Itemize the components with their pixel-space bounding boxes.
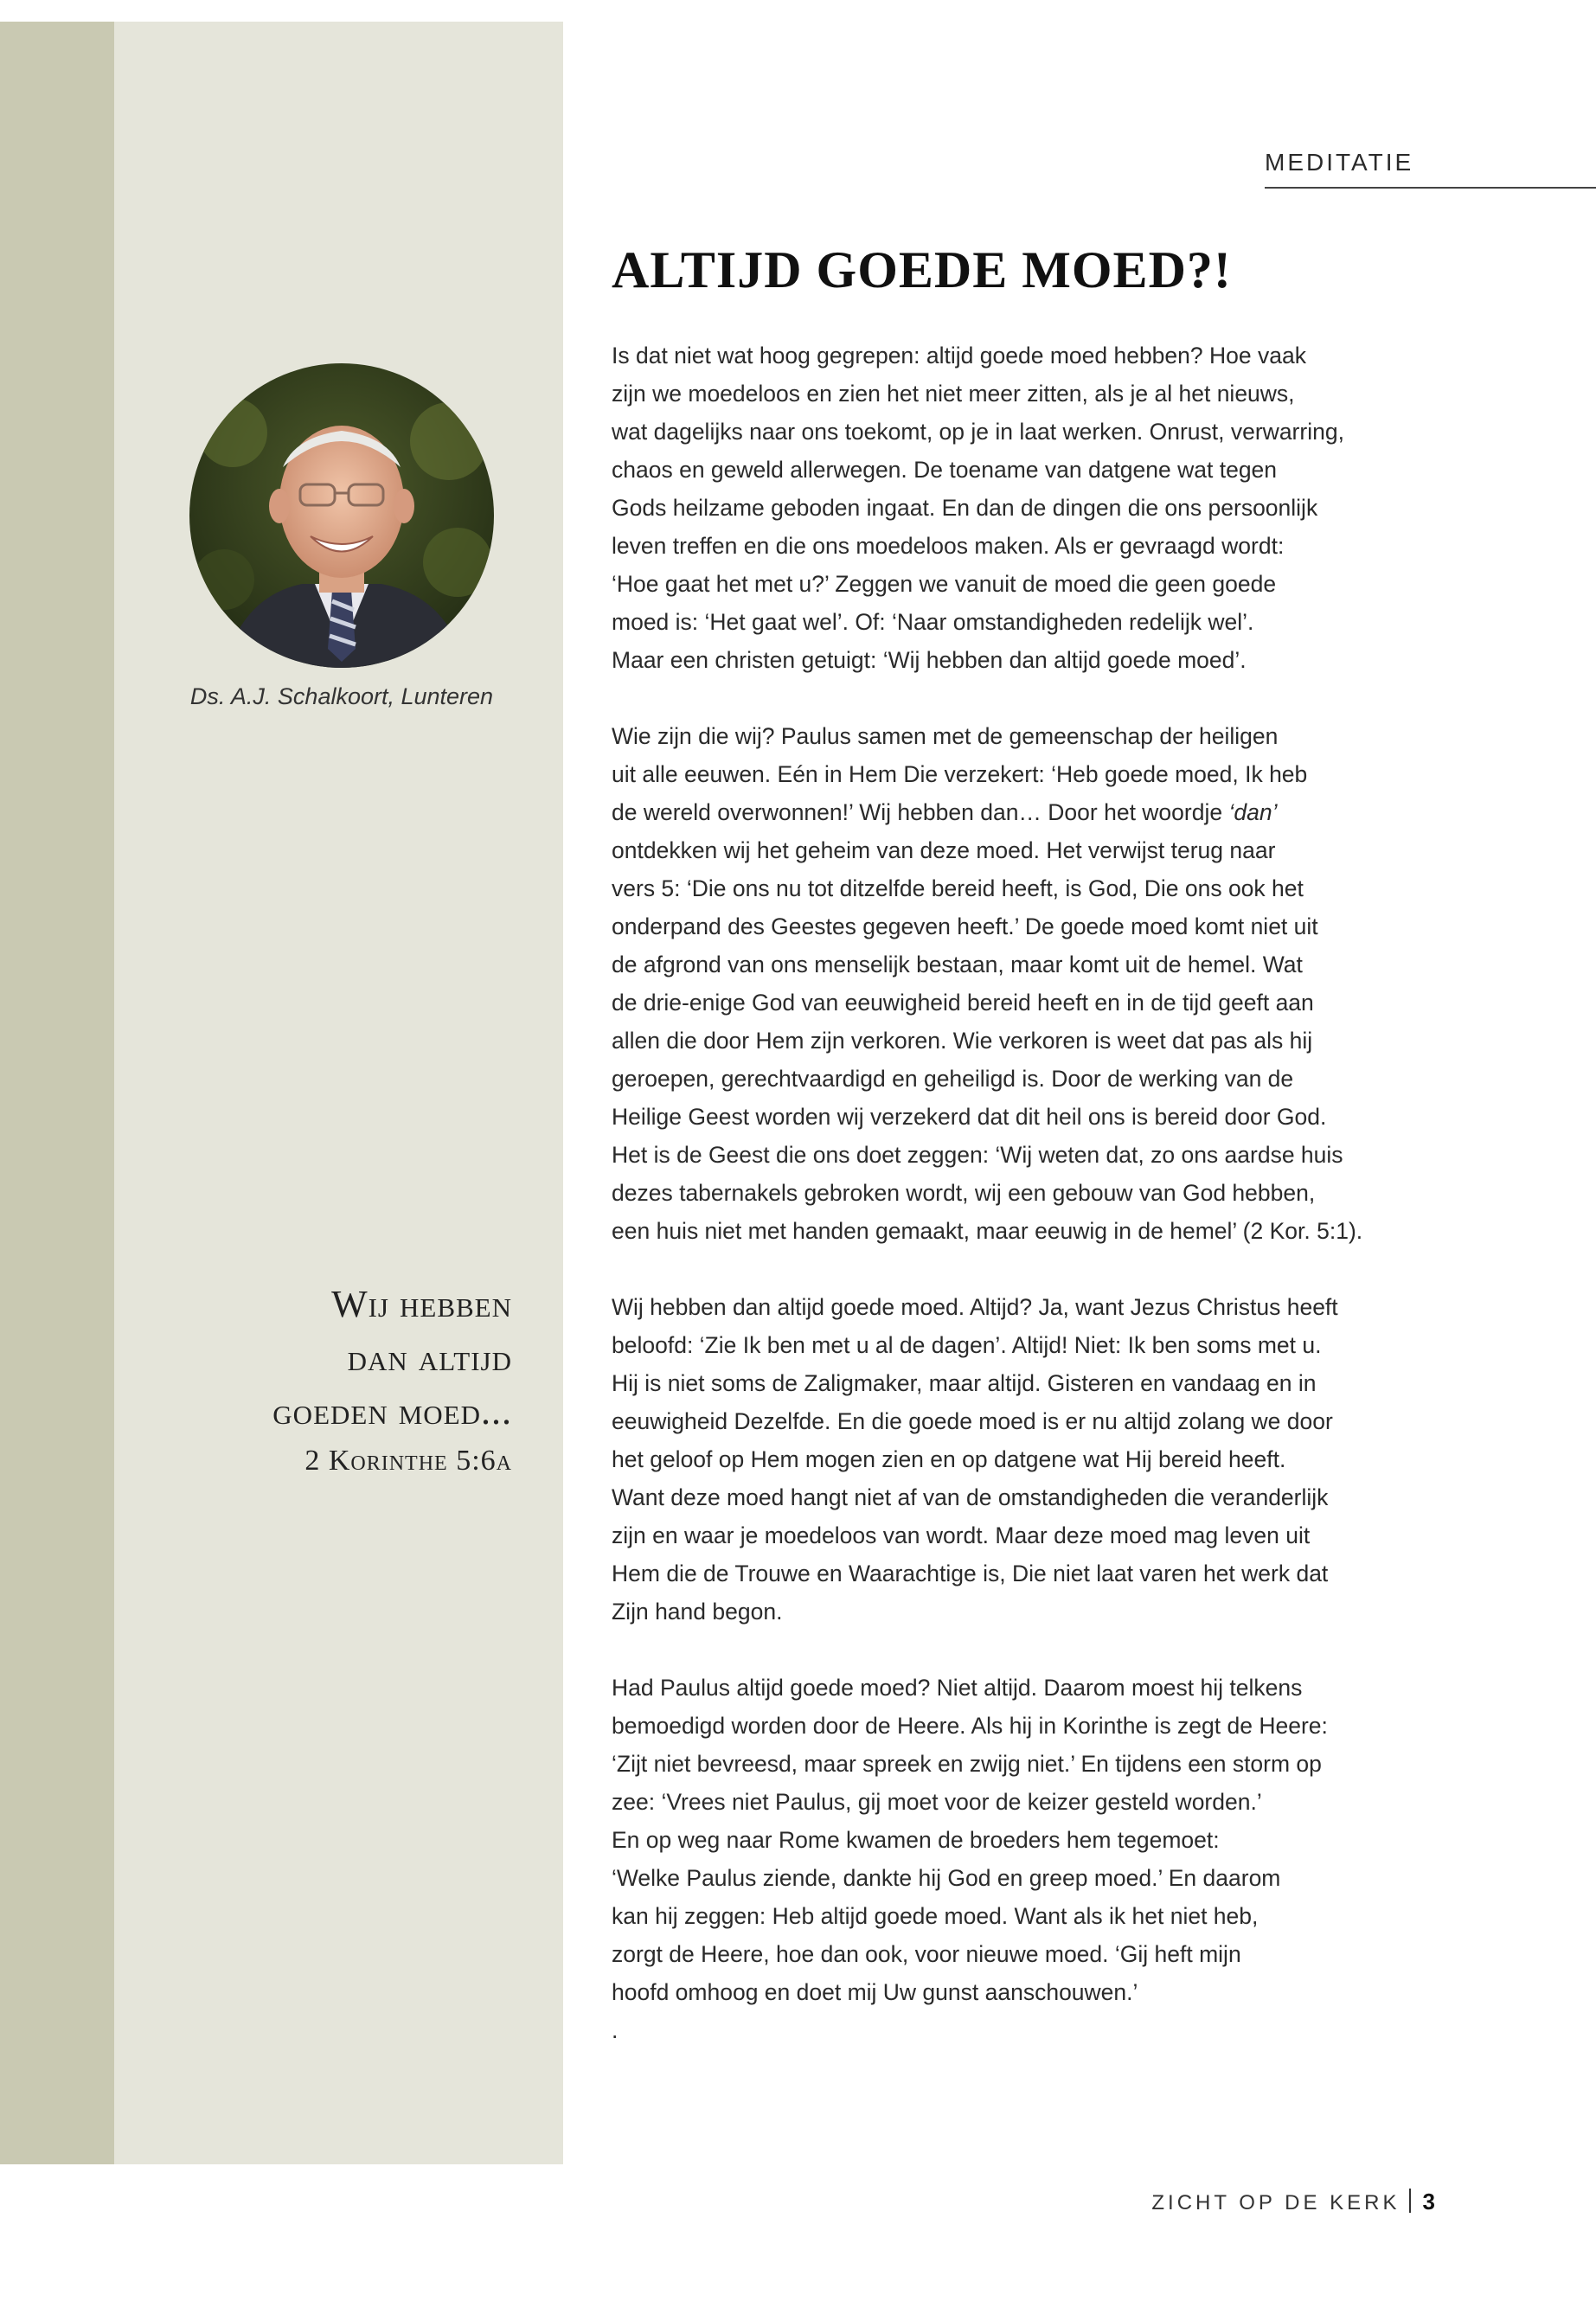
author-caption: Ds. A.J. Schalkoort, Lunteren: [189, 683, 494, 709]
text-line: Het is de Geest die ons doet zeggen: ‘Wij weten dat, zo ons aardse huis: [612, 1142, 1343, 1168]
text-line: Heilige Geest worden wij verzekerd dat dit heil ons is bereid door God.: [612, 1104, 1327, 1130]
section-label: MEDITATIE: [1265, 149, 1414, 176]
text-line: onderpand des Geestes gegeven heeft.’ De goede moed komt niet uit: [612, 913, 1318, 939]
article-paragraph: [612, 717, 1425, 1250]
pull-quote-reference: 2 Korinthe 5:6a: [304, 1445, 512, 1477]
pull-quote-line: Wij hebben: [331, 1283, 512, 1325]
text-line: Gods heilzame geboden ingaat. En dan de dingen die ons persoonlijk: [612, 495, 1318, 521]
text-line: eeuwigheid Dezelfde. En die goede moed is er nu altijd zolang we door: [612, 1408, 1333, 1434]
article-paragraph: [612, 1669, 1425, 2049]
text-line: ‘Welke Paulus ziende, dankte hij God en greep moed.’ En daarom: [612, 1865, 1281, 1891]
text-line: zijn en waar je moedeloos van wordt. Maar deze moed mag leven uit: [612, 1522, 1311, 1548]
text-line: Maar een christen getuigt: ‘Wij hebben dan altijd goede moed’.: [612, 647, 1247, 673]
sidebar-band-light: [114, 22, 563, 2164]
text-line: moed is: ‘Het gaat wel’. Of: ‘Naar omstandigheden redelijk wel’.: [612, 609, 1254, 635]
text-line: Hem die de Trouwe en Waarachtige is, Die niet laat varen het werk dat: [612, 1561, 1329, 1586]
article-title: ALTIJD GOEDE MOED?!: [612, 241, 1232, 298]
page-footer: [1151, 2189, 1435, 2215]
article-paragraph: [612, 336, 1425, 679]
text-line: de drie-enige God van eeuwigheid bereid heeft en in de tijd geeft aan: [612, 990, 1314, 1016]
text-line: een huis niet met handen gemaakt, maar eeuwig in de hemel’ (2 Kor. 5:1).: [612, 1218, 1363, 1244]
text-line: Wij hebben dan altijd goede moed. Altijd? Ja, want Jezus Christus heeft: [612, 1294, 1338, 1320]
sidebar-band-dark: [0, 22, 114, 2164]
pull-quote: [164, 1278, 512, 1484]
paragraph-gap: [612, 1250, 1425, 1288]
text-line: zee: ‘Vrees niet Paulus, gij moet voor de keizer gesteld worden.’: [612, 1789, 1262, 1815]
text-segment: de wereld overwonnen!’ Wij hebben dan… Door het woordje: [612, 799, 1229, 825]
text-line: leven treffen en die ons moedeloos maken. Als er gevraagd wordt:: [612, 533, 1285, 559]
text-line: [612, 793, 1425, 831]
text-line: kan hij zeggen: Heb altijd goede moed. Want als ik het niet heb,: [612, 1903, 1259, 1929]
paragraph-gap: [612, 1631, 1425, 1669]
footer-divider: [1409, 2189, 1411, 2213]
emphasized-word: ‘dan’: [1228, 799, 1278, 825]
text-line: Want deze moed hangt niet af van de omstandigheden die veranderlijk: [612, 1484, 1329, 1510]
magazine-name: ZICHT OP DE KERK: [1151, 2191, 1401, 2214]
text-line: wat dagelijks naar ons toekomt, op je in laat werken. Onrust, verwarring,: [612, 419, 1344, 445]
text-line: hoofd omhoog en doet mij Uw gunst aanschouwen.’: [612, 1979, 1138, 2005]
text-line: Hij is niet soms de Zaligmaker, maar altijd. Gisteren en vandaag en in: [612, 1370, 1317, 1396]
text-line: Had Paulus altijd goede moed? Niet altijd. Daarom moest hij telkens: [612, 1675, 1303, 1701]
text-line: dezes tabernakels gebroken wordt, wij een gebouw van God hebben,: [612, 1180, 1316, 1206]
text-line: beloofd: ‘Zie Ik ben met u al de dagen’. Altijd! Niet: Ik ben soms met u.: [612, 1332, 1322, 1358]
article-paragraph: [612, 1288, 1425, 1631]
text-line: uit alle eeuwen. Eén in Hem Die verzekert: ‘Heb goede moed, Ik heb: [612, 761, 1308, 787]
text-line: chaos en geweld allerwegen. De toename van datgene wat tegen: [612, 457, 1278, 483]
page-number: 3: [1422, 2189, 1435, 2214]
text-line: de afgrond van ons menselijk bestaan, maar komt uit de hemel. Wat: [612, 952, 1303, 977]
text-line: Is dat niet wat hoog gegrepen: altijd goede moed hebben? Hoe vaak: [612, 343, 1306, 369]
text-line: ontdekken wij het geheim van deze moed. Het verwijst terug naar: [612, 837, 1276, 863]
pull-quote-line: dan altijd: [347, 1336, 512, 1379]
text-line: het geloof op Hem mogen zien en op datgene wat Hij bereid heeft.: [612, 1446, 1286, 1472]
text-line: allen die door Hem zijn verkoren. Wie verkoren is weet dat pas als hij: [612, 1028, 1313, 1054]
text-line: zijn we moedeloos en zien het niet meer zitten, als je al het nieuws,: [612, 381, 1295, 407]
text-line: .: [612, 2017, 619, 2043]
text-line: ‘Hoe gaat het met u?’ Zeggen we vanuit de moed die geen goede: [612, 571, 1277, 597]
text-line: bemoedigd worden door de Heere. Als hij in Korinthe is zegt de Heere:: [612, 1713, 1328, 1739]
text-line: zorgt de Heere, hoe dan ook, voor nieuwe moed. ‘Gij heft mijn: [612, 1941, 1241, 1967]
section-rule: [1265, 187, 1596, 189]
text-line: Zijn hand begon.: [612, 1599, 783, 1625]
author-photo: [189, 363, 494, 668]
text-line: geroepen, gerechtvaardigd en geheiligd is. Door de werking van de: [612, 1066, 1294, 1092]
text-line: vers 5: ‘Die ons nu tot ditzelfde bereid heeft, is God, Die ons ook het: [612, 875, 1304, 901]
text-line: En op weg naar Rome kwamen de broeders hem tegemoet:: [612, 1827, 1220, 1853]
paragraph-gap: [612, 679, 1425, 717]
article-body: [612, 336, 1425, 2049]
text-line: ‘Zijt niet bevreesd, maar spreek en zwijg niet.’ En tijdens een storm op: [612, 1751, 1322, 1777]
pull-quote-line: goeden moed...: [272, 1390, 512, 1433]
text-line: Wie zijn die wij? Paulus samen met de gemeenschap der heiligen: [612, 723, 1279, 749]
